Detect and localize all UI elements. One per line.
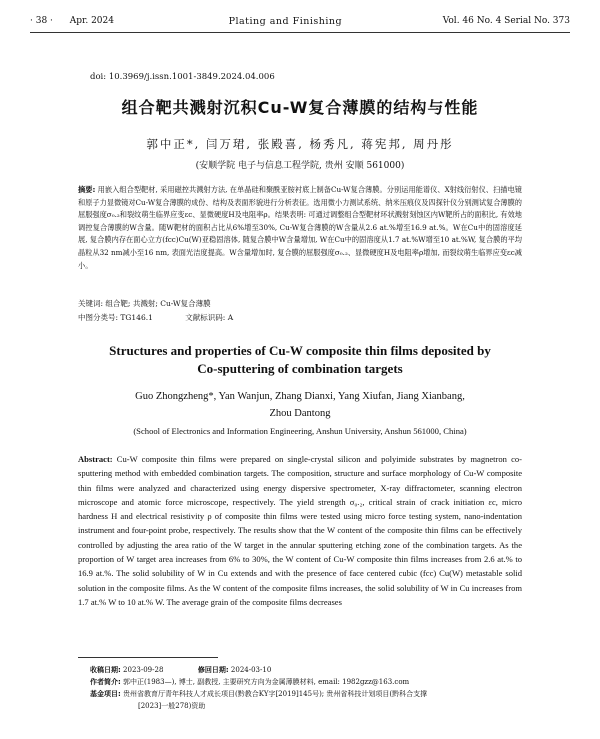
title-english-line-1: Structures and properties of Cu-W composite thin films deposited by [109, 343, 491, 358]
footnote-dates [90, 664, 522, 676]
revised-label: 修回日期: [197, 666, 229, 674]
abstract-english [78, 452, 522, 609]
running-header [30, 10, 570, 33]
fund-line-2: [2023]一般278)资助 [138, 702, 206, 710]
doi: doi: 10.3969/j.issn.1001-3849.2024.04.006 [90, 72, 275, 82]
header-left [30, 16, 128, 26]
author-bio: 郭中正(1983—), 博士, 副教授, 主要研究方向为金属薄膜材料, email: 1982gzz@163.com [123, 678, 410, 686]
keywords-chinese: 关键词: 组合靶; 共溅射; Cu-W复合薄膜 [78, 299, 211, 308]
volume-info: Vol. 46 No. 4 Serial No. 373 [442, 16, 570, 26]
footnote-divider [78, 657, 218, 658]
revised-date: 2024-03-10 [230, 666, 272, 674]
authors-chinese: 郭中正*, 闫万珺, 张殿喜, 杨秀凡, 蒋宪邦, 周丹彤 [146, 137, 454, 151]
received-date: 2023-09-28 [123, 666, 164, 674]
class-number: 中图分类号: TG146.1 [78, 313, 153, 322]
document-code: 文献标识码: A [185, 313, 234, 322]
fund-label: 基金项目: [90, 690, 121, 698]
authors-english-line-1: Guo Zhongzheng*, Yan Wanjun, Zhang Dianxi, Yang Xiufan, Jiang Xianbang, [135, 391, 465, 402]
abstract-english-label: Abstract: [78, 454, 113, 464]
abstract-chinese-text: 用嵌入组合型靶材, 采用磁控共溅射方法, 在单晶硅和聚酰亚胺衬底上制备Cu-W复合薄膜。分别运用能谱仪、X射线衍射仪、扫描电镜和原子力显微镜对Cu-W复合薄膜的成份、结构及表面形貌进行分析表征。选用微小力测试系统、纳米压痕仪及四探针仪分别测试复合薄膜的屈服强度σ₀.₂和裂纹萌生临界应变εc、显微硬度H及电阻率ρ。结果表明: 可通过调整组合型靶材环状溅射刻蚀区内W靶所占的面积比, 有效地调控复合薄膜的W含量。随W靶材的面积占比从6%增至30%, Cu-W复合薄膜的W含量从2.6 at.%增至16.9 at.%。W在Cu中的固溶度延展, 复合膜内存在面心立方(fcc)Cu(W)亚稳固溶体, 随复合膜中W含量增加, W在Cu中的固溶度从1.7 at.%W增至10 at.%W, 复合膜的平均晶粒从32 nm减小至16 nm, 表面光洁度提高。W含量增加时, 复合膜的屈服强度σ₀.₂、显微硬度H及电阻率ρ增加, 而裂纹萌生临界应变εc减小。 [78, 185, 522, 270]
abstract-english-text: Cu-W composite thin films were prepared on single-crystal silicon and polyimide substrates by magnetron co-sputtering method with embedded combination targets. The composition, structure and surface morphology of Cu-W composite thin films were analyzed and characterized using energy dispersive spectrometer, X-ray diffractometer, scanning electron microscope and atomic force microscope, respectively. The yield strength σ₀.₂, critical strain of crack initiation εc, micro hardness H and electrical resistivity ρ of composite thin films were tested using micro force testing system, nano-indentation instrument and four-point probe, respectively. The results show that the W content of the composite thin films can be effectively controlled by adjusting the area ratio of the W target in the annular sputtering etching zone of the combination targets. As the proportion of W target area increases from 6% to 30%, the W content of Cu-W composite thin films increases from 2.6 at.% to 16.9 at.%. The solid solubility of W in Cu extends and with the presence of face centered cubic (fcc) Cu(W) metastable solid solution in the composite films. As the W content of the composite films increases, the solid solubility of W in Cu increases from 1.7 at.% W to 10 at.% W. The average grain of the composite films decreases [78, 454, 522, 607]
abstract-chinese-label: 摘要: [78, 185, 96, 194]
footnote-fund-cont [90, 700, 522, 712]
footnote-author [90, 676, 522, 688]
journal-name: Plating and Finishing [228, 15, 343, 27]
title-english [60, 342, 540, 378]
authors-english-line-2: Zhou Dantong [269, 408, 331, 419]
page-number: · 38 · [30, 16, 53, 26]
authors-english [80, 388, 520, 422]
footnote-fund [90, 688, 522, 700]
classification [78, 312, 263, 323]
title-chinese: 组合靶共溅射沉积Cu-W复合薄膜的结构与性能 [121, 98, 479, 117]
issue-date: Apr. 2024 [69, 16, 114, 26]
affiliation-chinese: (安顺学院 电子与信息工程学院, 贵州 安顺 561000) [195, 161, 405, 171]
footnotes [90, 664, 522, 712]
title-english-line-2: Co-sputtering of combination targets [197, 361, 403, 376]
abstract-chinese [78, 184, 522, 272]
received-label: 收稿日期: [90, 666, 121, 674]
author-bio-label: 作者简介: [90, 678, 121, 686]
affiliation-english: (School of Electronics and Information Engineering, Anshun University, Anshun 561000, China) [133, 426, 467, 436]
fund-line-1: 贵州省教育厅青年科技人才成长项目(黔教合KY字[2019]145号); 贵州省科技计划项目(黔科合支撑 [123, 690, 428, 698]
